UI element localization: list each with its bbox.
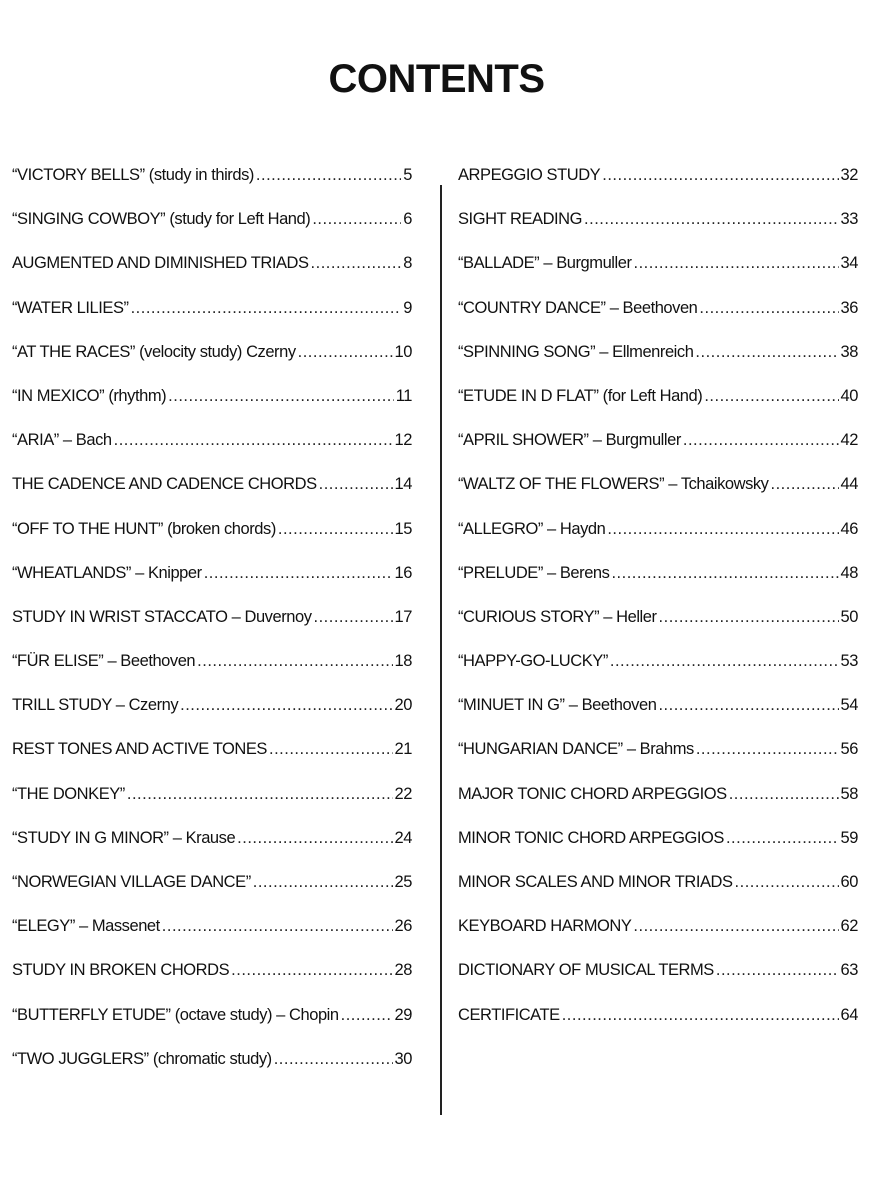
toc-entry <box>458 873 858 917</box>
dot-leader <box>735 873 839 892</box>
toc-entry-title: REST TONES AND ACTIVE TONES <box>12 740 267 759</box>
toc-entry-title: “APRIL SHOWER” – Burgmuller <box>458 431 681 450</box>
toc-entry <box>12 608 412 652</box>
toc-entry <box>458 299 858 343</box>
toc-entry-title: “HUNGARIAN DANCE” – Brahms <box>458 740 694 759</box>
toc-entry-title: DICTIONARY OF MUSICAL TERMS <box>458 961 714 980</box>
toc-entry-page-number: 9 <box>403 298 412 317</box>
toc-entry-title: “BALLADE” – Burgmuller <box>458 254 632 273</box>
toc-entry-page-number: 10 <box>394 342 412 361</box>
toc-entry-title: STUDY IN BROKEN CHORDS <box>12 961 230 980</box>
toc-entry-page-number: 22 <box>394 784 412 803</box>
toc-entry-page-number: 54 <box>840 696 858 715</box>
toc-entry-title: MAJOR TONIC CHORD ARPEGGIOS <box>458 784 727 803</box>
dot-leader <box>231 961 392 980</box>
toc-entry <box>12 785 412 829</box>
toc-entry <box>458 254 858 298</box>
toc-entry-page-number: 32 <box>840 166 858 184</box>
toc-entry-title: “ARIA” – Bach <box>12 431 112 450</box>
dot-leader <box>237 829 392 848</box>
dot-leader <box>180 696 392 715</box>
toc-entry-title: “HAPPY-GO-LUCKY” <box>458 652 608 671</box>
toc-entry <box>458 343 858 387</box>
toc-entry-page-number: 20 <box>394 696 412 715</box>
toc-entry-page-number: 46 <box>840 519 858 538</box>
dot-leader <box>704 387 838 406</box>
toc-entry-title: “AT THE RACES” (velocity study) Czerny <box>12 342 296 361</box>
toc-entry <box>12 652 412 696</box>
toc-entry-title: “TWO JUGGLERS” (chromatic study) <box>12 1049 272 1068</box>
dot-leader <box>256 166 401 185</box>
dot-leader <box>602 166 838 185</box>
toc-entry <box>12 210 412 254</box>
dot-leader <box>168 387 394 406</box>
toc-entry-page-number: 36 <box>840 298 858 317</box>
toc-entry <box>458 961 858 1005</box>
toc-entry-title: “STUDY IN G MINOR” – Krause <box>12 828 236 847</box>
toc-entry <box>12 1006 412 1050</box>
toc-entry <box>458 917 858 961</box>
toc-entry-page-number: 34 <box>840 254 858 273</box>
toc-entry-page-number: 24 <box>394 828 412 847</box>
toc-entry <box>12 564 412 608</box>
dot-leader <box>610 652 839 671</box>
toc-entry-title: MINOR SCALES AND MINOR TRIADS <box>458 873 733 891</box>
dot-leader <box>695 343 838 362</box>
dot-leader <box>127 785 393 804</box>
toc-entry-page-number: 64 <box>840 1005 858 1024</box>
dot-leader <box>633 917 838 936</box>
toc-entry-page-number: 56 <box>840 740 858 759</box>
toc-entry <box>12 343 412 387</box>
toc-entry-title: “WALTZ OF THE FLOWERS” – Tchaikowsky <box>458 475 769 494</box>
page-title: CONTENTS <box>328 56 545 101</box>
toc-entry-page-number: 50 <box>840 607 858 626</box>
toc-entry-title: TRILL STUDY – Czerny <box>12 696 179 715</box>
dot-leader <box>634 254 839 273</box>
toc-entry <box>458 431 858 475</box>
toc-left-column <box>12 166 412 1094</box>
dot-leader <box>562 1006 839 1025</box>
column-divider <box>440 185 442 1115</box>
toc-entry <box>458 166 858 210</box>
toc-entry <box>458 785 858 829</box>
dot-leader <box>311 254 402 273</box>
toc-entry-page-number: 29 <box>394 1005 412 1024</box>
toc-right-column <box>458 166 858 1050</box>
toc-entry-title: “WATER LILIES” <box>12 298 129 317</box>
toc-entry-title: “PRELUDE” – Berens <box>458 563 610 582</box>
toc-entry-title: ARPEGGIO STUDY <box>458 166 601 184</box>
toc-entry <box>12 520 412 564</box>
toc-entry-page-number: 12 <box>394 431 412 450</box>
toc-entry-title: “SINGING COWBOY” (study for Left Hand) <box>12 210 311 229</box>
toc-entry-title: “SPINNING SONG” – Ellmenreich <box>458 342 694 361</box>
toc-entry <box>458 696 858 740</box>
dot-leader <box>197 652 392 671</box>
toc-entry <box>458 829 858 873</box>
toc-entry-page-number: 33 <box>840 210 858 229</box>
toc-entry <box>12 254 412 298</box>
toc-entry-title: “BUTTERFLY ETUDE” (octave study) – Chopin <box>12 1005 339 1024</box>
toc-entry-title: “ELEGY” – Massenet <box>12 917 160 936</box>
dot-leader <box>699 299 838 318</box>
toc-entry-page-number: 30 <box>394 1049 412 1068</box>
toc-entry <box>12 829 412 873</box>
toc-entry-page-number: 28 <box>394 961 412 980</box>
toc-entry <box>12 696 412 740</box>
toc-entry-title: AUGMENTED AND DIMINISHED TRIADS <box>12 254 309 273</box>
toc-entry <box>458 475 858 519</box>
toc-entry-page-number: 38 <box>840 342 858 361</box>
toc-entry-page-number: 8 <box>403 254 412 273</box>
dot-leader <box>770 475 838 494</box>
dot-leader <box>298 343 393 362</box>
toc-entry-page-number: 40 <box>840 386 858 405</box>
toc-entry-page-number: 15 <box>394 519 412 538</box>
toc-entry-page-number: 14 <box>394 475 412 494</box>
dot-leader <box>204 564 393 583</box>
toc-entry <box>458 608 858 652</box>
toc-entry <box>12 299 412 343</box>
dot-leader <box>607 520 838 539</box>
toc-entry-title: “OFF TO THE HUNT” (broken chords) <box>12 519 276 538</box>
toc-entry-title: “ETUDE IN D FLAT” (for Left Hand) <box>458 386 703 405</box>
toc-entry <box>458 740 858 784</box>
toc-entry <box>458 652 858 696</box>
dot-leader <box>314 608 393 627</box>
toc-entry-page-number: 25 <box>394 873 412 891</box>
toc-entry-title: “CURIOUS STORY” – Heller <box>458 607 657 626</box>
toc-entry-page-number: 5 <box>403 166 412 184</box>
toc-entry-page-number: 18 <box>394 652 412 671</box>
toc-entry-title: “WHEATLANDS” – Knipper <box>12 563 202 582</box>
dot-leader <box>726 829 839 848</box>
toc-entry-title: “ALLEGRO” – Haydn <box>458 519 606 538</box>
toc-entry <box>12 431 412 475</box>
dot-leader <box>114 431 393 450</box>
toc-entry-page-number: 62 <box>840 917 858 936</box>
dot-leader <box>658 696 838 715</box>
toc-entry-page-number: 42 <box>840 431 858 450</box>
toc-entry-page-number: 11 <box>395 386 412 405</box>
dot-leader <box>611 564 838 583</box>
toc-entry-page-number: 63 <box>840 961 858 980</box>
toc-entry <box>458 1006 858 1050</box>
dot-leader <box>269 740 393 759</box>
toc-entry <box>12 740 412 784</box>
toc-entry <box>12 961 412 1005</box>
toc-entry-page-number: 6 <box>403 210 412 229</box>
dot-leader <box>312 210 401 229</box>
toc-entry-page-number: 17 <box>394 607 412 626</box>
toc-entry <box>12 475 412 519</box>
toc-entry-title: SIGHT READING <box>458 210 583 229</box>
dot-leader <box>131 299 402 318</box>
toc-entry-title: “THE DONKEY” <box>12 784 125 803</box>
toc-entry <box>12 166 412 210</box>
dot-leader <box>319 475 393 494</box>
toc-entry-title: “NORWEGIAN VILLAGE DANCE” <box>12 873 251 891</box>
toc-entry-page-number: 53 <box>840 652 858 671</box>
toc-entry-page-number: 44 <box>840 475 858 494</box>
dot-leader <box>341 1006 393 1025</box>
toc-entry-page-number: 59 <box>840 828 858 847</box>
dot-leader <box>659 608 839 627</box>
toc-entry-page-number: 60 <box>840 873 858 891</box>
toc-entry <box>458 564 858 608</box>
dot-leader <box>274 1050 393 1069</box>
toc-entry-page-number: 16 <box>394 563 412 582</box>
toc-entry <box>458 210 858 254</box>
toc-entry <box>12 873 412 917</box>
toc-entry-page-number: 21 <box>394 740 412 759</box>
toc-entry-title: “MINUET IN G” – Beethoven <box>458 696 657 715</box>
dot-leader <box>716 961 839 980</box>
dot-leader <box>696 740 839 759</box>
dot-leader <box>162 917 393 936</box>
toc-entry-page-number: 26 <box>394 917 412 936</box>
toc-entry-title: KEYBOARD HARMONY <box>458 917 632 936</box>
toc-entry-title: “COUNTRY DANCE” – Beethoven <box>458 298 698 317</box>
toc-entry <box>458 520 858 564</box>
toc-entry-title: “FÜR ELISE” – Beethoven <box>12 652 196 671</box>
dot-leader <box>683 431 839 450</box>
toc-entry <box>12 387 412 431</box>
dot-leader <box>584 210 839 229</box>
toc-entry-title: THE CADENCE AND CADENCE CHORDS <box>12 475 317 494</box>
dot-leader <box>253 873 393 892</box>
toc-entry-title: MINOR TONIC CHORD ARPEGGIOS <box>458 828 724 847</box>
toc-entry-title: STUDY IN WRIST STACCATO – Duvernoy <box>12 607 312 626</box>
toc-entry <box>12 1050 412 1094</box>
dot-leader <box>278 520 393 539</box>
toc-entry-page-number: 58 <box>840 784 858 803</box>
dot-leader <box>729 785 839 804</box>
toc-entry <box>458 387 858 431</box>
toc-entry-title: CERTIFICATE <box>458 1005 560 1024</box>
toc-entry-page-number: 48 <box>840 563 858 582</box>
toc-entry-title: “VICTORY BELLS” (study in thirds) <box>12 166 254 184</box>
toc-entry-title: “IN MEXICO” (rhythm) <box>12 386 167 405</box>
toc-entry <box>12 917 412 961</box>
